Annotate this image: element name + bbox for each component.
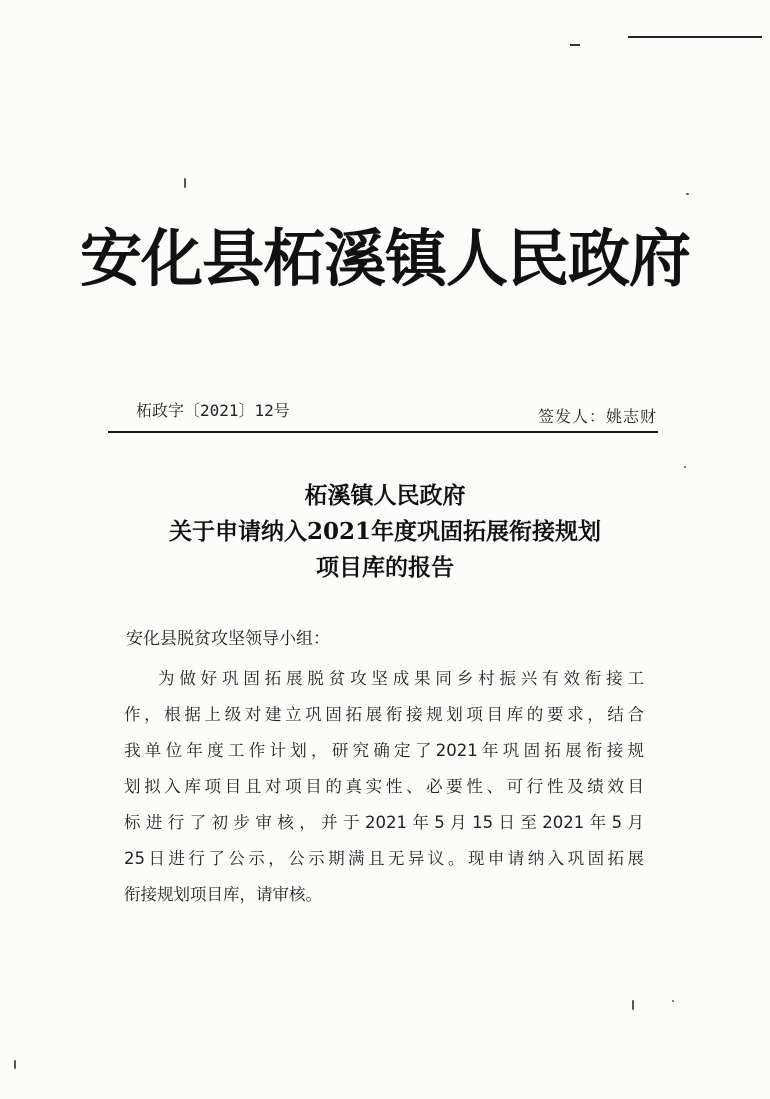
scan-mark-dash (570, 44, 580, 46)
scan-speck (686, 193, 689, 195)
scan-speck (184, 178, 186, 188)
recipient-line: 安化县脱贫攻坚领导小组： (126, 629, 330, 649)
body-line: 作，根据上级对建立巩固拓展衔接规划项目库的要求，结合 (124, 705, 644, 724)
document-number: 柘政字〔2021〕12号 (136, 401, 290, 420)
body-line: 标进行了初步审核，并于2021年5月15日至2021年5月 (124, 813, 644, 832)
body-paragraph (124, 661, 644, 913)
body-line: 为做好巩固拓展脱贫攻坚成果同乡村振兴有效衔接工 (158, 669, 644, 688)
issuer-label: 签发人：姚志财 (537, 407, 657, 426)
body-line: 衔接规划项目库，请审核。 (124, 885, 322, 904)
scan-speck (632, 1000, 634, 1010)
scan-speck (684, 466, 686, 468)
title-line-1: 柘溪镇人民政府 (304, 482, 466, 509)
body-line: 25日进行了公示，公示期满且无异议。现申请纳入巩固拓展 (124, 849, 644, 868)
agency-masthead: 安化县柘溪镇人民政府 (79, 222, 690, 295)
title-line-2: 关于申请纳入2021年度巩固拓展衔接规划 (168, 518, 601, 545)
body-line: 划拟入库项目且对项目的真实性、必要性、可行性及绩效目 (124, 777, 644, 796)
scan-speck (14, 1060, 16, 1069)
header-divider (108, 431, 658, 433)
scan-mark-line (628, 36, 762, 38)
body-line: 我单位年度工作计划，研究确定了2021年巩固拓展衔接规 (124, 741, 644, 760)
scan-speck (672, 1000, 674, 1002)
document-title (100, 478, 670, 586)
title-line-3: 项目库的报告 (316, 554, 454, 581)
